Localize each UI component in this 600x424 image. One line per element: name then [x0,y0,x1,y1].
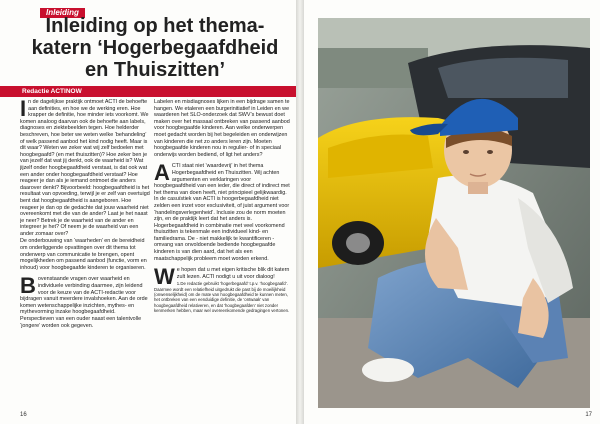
dropcap: W [154,264,175,290]
paragraph [20,273,150,329]
article-title: Inleiding op het thema-katern ‘Hogerbegaafdheid en Thuiszitten’ [31,15,279,81]
dropcap: I [20,99,27,121]
paragraph: De onderbouwing van ‘waarheden’ en de bereidheid om onderliggende opvattingen over dit thema tot onderwerp van communicatie te brengen, opent mogelijkheden om passend aanbod (functie, vorm en inhoud) voor hoogbegaafde kinderen te organiseren. [20,238,147,271]
text-column-1 [20,99,150,405]
paragraph-text: CTI staat niet ‘waardevrij’ in het thema Hogerbegaafdheid en Thuiszitten. Wij achten argumenten en verklaringen voor hoogbegaafdheid van een ieder, die direct of indirect met het thema van doen heeft, niet principieel gelijkwaardig. In de casuïstiek van ACTI is hoogerbegaafdheid niet zelden een inzet voor exclusiviteit, of juist argument voor ‘handelingsverlegenheid’. Inclusie zou de norm moeten zijn, en de praktijk leert dat het anders is. Hogerbegaafdheid in combinatie met veel voorkomend thuiszitten is tekenmale een individueel kind- en familiedrama. De - niet makkelijk te kwantificeren - omvang van onvoldoende bediende hoogbegaafde kinderen is van dien aard, dat het als een maatschappelijk probleem moet worden erkend. [154,163,290,262]
section-kicker: Inleiding [40,8,85,18]
page-number-right: 17 [585,412,592,418]
left-page [0,0,296,424]
paragraph-text: ovenstaande vragen over waarheid en individuele verbinding daarmee, zijn leidend voor de keuze van de ACTI-redactie voor bijdragen vanuit meerdere invalshoeken. Aan de orde komen wetenschappelijke inzichten, mythes- en mythevorming inzake hoogbegaafdheid. Perspectieven van een ouder naast een talentvolle ‘jongere’ worden ook gegeven. [20,276,148,329]
photo-boy-blue-cap [318,18,590,408]
paragraph [20,99,150,237]
footnote: 1.De redactie gebruikt ‘hogerbegaafd’ t.p.v. ‘hoogbegaafd’. Daarmee wordt een relatiefheid uitgedrukt die past bij de moeilijkheid (onwenselijkheid) om de mate van hoogbegaafdheid te kunnen meten, het ontbreken van een eenduidige definitie, de ‘ontwaak’ van hoogbegaafdheid relativeren, en dat ‘hoogbegaafden’ niet zonder kenmerken hebben, maar wel overeenkomende gedragingen vertonen. [154,281,290,313]
text-column-2 [154,99,290,405]
paragraph-text: n de dagelijkse praktijk ontmoet ACTI de behoefte aan definities, en hoe we de werking eren. Hoe krapper de definitie, hoe minder iets voorkomt. We komen analoog daarvan ook de behoefte aan labels, diagnoses en ziektebeelden tegen. Hoe helderder beschreven, hoe beter we weten welke ‘behandeling’ of welk passend aanbod het kind nodig heeft. Maar is dit waar? Weten we zeker wat wij zelf bedoelen met hoogbegaafd? (en met thuiszitten)? Hoe zeker ben je van jezelf dat wat jij denkt, ook de waarheid is? Wat jijzelf onder hoogbegaafdheid verstaat, is dat ook wat een ander onder hoogbegaafdheid verstaat? Hoe reageer je dan als je iemand ontmoet die anders daarover denkt? Bijvoorbeeld: hoogbegaafdheid is het resultaat van opvoeding, terwijl je er zelf van overtuigd bent dat hoogbegaafdheid is aangeboren. Hoe reageer je dan op de gedachte dat jouw waarheid niet overeenkomt met die van de ander? Laat je het naast je neer? Betrek je de waarheid van de ander en integreer je het? Of neem je de waarheid van een ander zomaar over? [20,99,150,237]
page-number-left: 16 [20,412,27,418]
spine-gutter [296,0,304,424]
dropcap: A [154,160,170,186]
byline: Redactie ACTINOW [22,88,82,95]
paragraph [154,160,290,262]
paragraph-text: e hopen dat u met eigen kritische blik dit katern zult lezen. ACTI nodigt u uit voor dialoog! [176,267,290,280]
paragraph: Labelen en misdiagnoses lijken in een bijdrage samen te hangen. We etaleren een burgerinitiatief in Leiden en we waarderen het SLO-onderzoek dat SWV’s bewust doet maken over het massaal ontbreken van passend aanbod voor hoogbegaafde kinderen. Aan welke onderwerpen moet gedacht worden bij het begeleiden en onderwijzen van kinderen die net zo anders leren zijn. Moeten hoogbegaafde kinderen nou in regulier- of in speciaal onderwijs worden bediend, of ligt het anders? [154,99,290,158]
dropcap: B [20,273,36,299]
paragraph [154,264,290,290]
right-page [304,0,600,424]
